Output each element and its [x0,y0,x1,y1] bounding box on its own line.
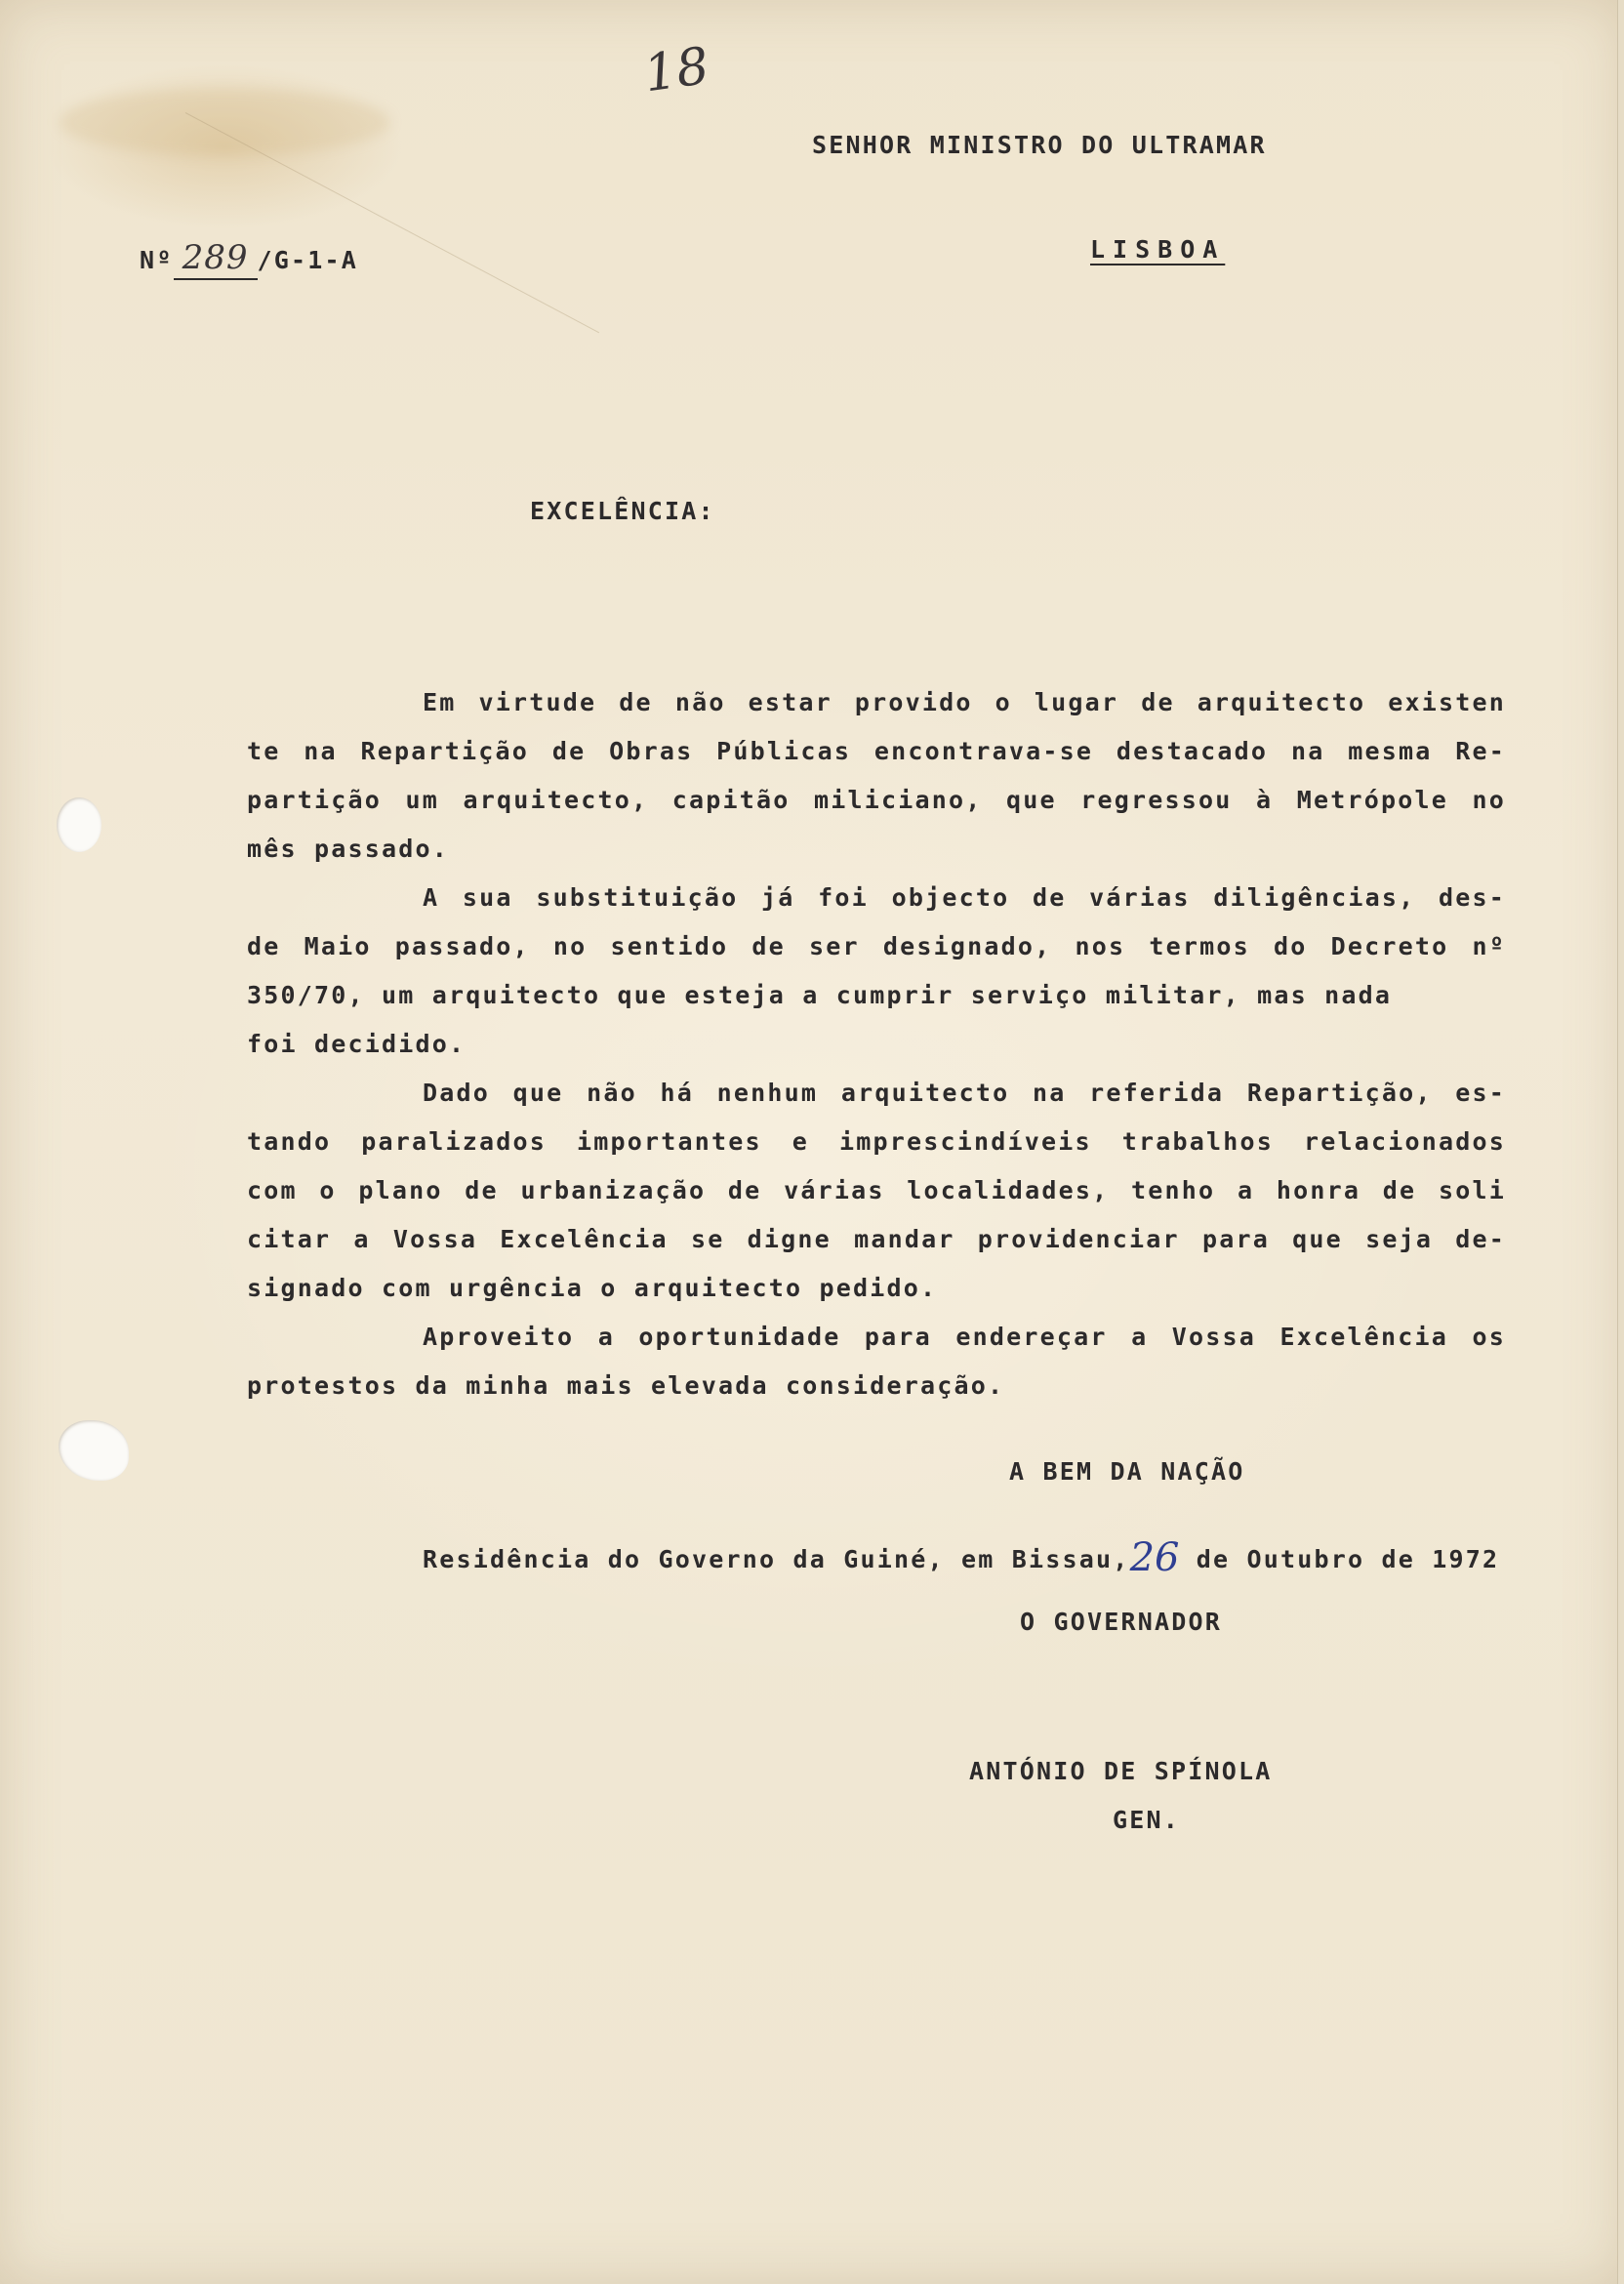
body-line: Em virtude de não estar provido o lugar de arquitecto existen [423,688,1506,716]
body-line: 350/70, um arquitecto que esteja a cumprir serviço militar, mas nada [247,981,1393,1009]
date-suffix: de Outubro de 1972 [1196,1545,1500,1573]
body-line: Dado que não há nenhum arquitecto na referida Repartição, es- [423,1079,1506,1107]
recipient-line: SENHOR MINISTRO DO ULTRAMAR [812,131,1267,159]
body-line: protestos da minha mais elevada consideração. [247,1371,1005,1400]
page-edge [1617,0,1624,2284]
reference-number-handwritten: 289 [182,238,249,277]
salutation: EXCELÊNCIA: [530,497,715,525]
body-line: tando paralizados importantes e imprescindíveis trabalhos relacionados [247,1127,1506,1156]
reference-suffix: /G-1-A [257,246,359,274]
paper-stain [59,88,390,156]
body-line: com o plano de urbanização de várias localidades, tenho a honra de soli [247,1176,1506,1204]
body-line: signado com urgência o arquitecto pedido. [247,1274,938,1302]
body-line: A sua substituição já foi objecto de várias diligências, des- [423,883,1506,912]
signatory-name: ANTÓNIO DE SPÍNOLA [969,1757,1273,1785]
recipient-city: LISBOA [1090,235,1226,264]
letter-body [247,678,1506,1410]
body-line: de Maio passado, no sentido de ser designado, nos termos do Decreto nº [247,932,1506,960]
body-line: citar a Vossa Excelência se digne mandar providenciar para que seja de- [247,1225,1506,1253]
reference-number [140,236,358,285]
reference-number-field [174,240,258,280]
handwritten-page-number: 18 [640,36,713,104]
paper-crease [182,112,599,333]
reference-prefix: Nº [140,246,174,274]
body-line: mês passado. [247,835,450,863]
body-line: foi decidido. [247,1030,467,1058]
signatory-title: O GOVERNADOR [1020,1608,1223,1636]
date-prefix: Residência do Governo da Guiné, em Bissau, [423,1545,1130,1573]
closing-formula: A BEM DA NAÇÃO [1009,1457,1245,1486]
punch-hole-top [57,797,102,852]
body-line: te na Repartição de Obras Públicas encontrava-se destacado na mesma Re- [247,737,1506,765]
place-and-date [423,1530,1499,1584]
body-line: partição um arquitecto, capitão miliciano, que regressou à Metrópole no [247,786,1506,814]
date-day-handwritten: 26 [1129,1535,1180,1580]
punch-hole-bottom [59,1420,129,1481]
body-line: Aproveito a oportunidade para endereçar a Vossa Excelência os [423,1323,1506,1351]
signatory-rank: GEN. [1113,1806,1181,1834]
